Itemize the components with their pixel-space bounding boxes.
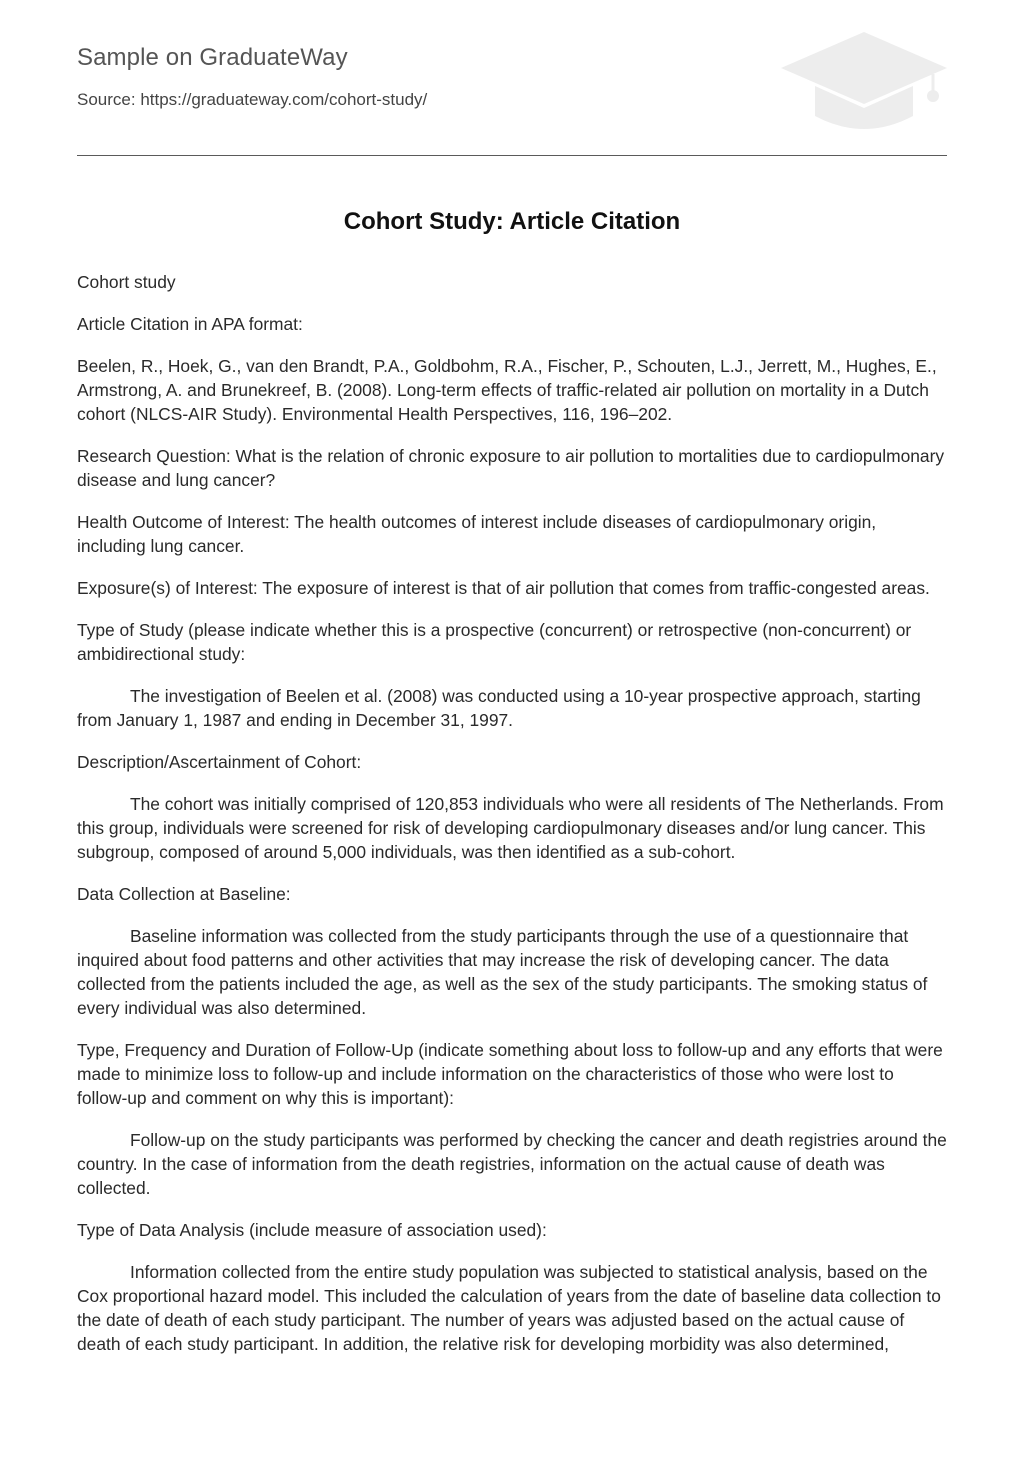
site-brand[interactable]: Sample on GraduateWay [77,44,348,71]
source-link[interactable]: https://graduateway.com/cohort-study/ [140,90,428,109]
page-header [77,0,947,156]
paragraph: Article Citation in APA format: [77,314,303,334]
paragraph: Beelen, R., Hoek, G., van den Brandt, P.A., Goldbohm, R.A., Fischer, P., Schouten, L.J., Jerrett, M., Hughes, E., Armstrong, A. and Brunekreef, B. (2008). Long-term effects of traffic-related air pollution on mortality in a Dutch cohort (NLCS-AIR Study). Environmental Health Perspectives, 116, 196–202. [77,356,937,424]
source-line [77,90,427,110]
article-title: Cohort Study: Article Citation [343,208,681,235]
paragraph: Research Question: What is the relation of chronic exposure to air pollution to mortalities due to cardiopulmonary disease and lung cancer? [77,446,945,490]
paragraph: The cohort was initially comprised of 120,853 individuals who were all residents of The Netherlands. From this group, individuals were screened for risk of developing cardiopulmonary diseases and/or lung cancer. This subgroup, composed of around 5,000 individuals, was then identified as a sub-cohort. [77,794,944,862]
paragraph: Description/Ascertainment of Cohort: [77,752,362,772]
document-page [77,0,947,1374]
paragraph: Type of Data Analysis (include measure of association used): [77,1220,547,1240]
paragraph: Follow-up on the study participants was performed by checking the cancer and death registries around the country. In the case of information from the death registries, information on the actual cause of death was collected. [77,1130,947,1198]
paragraph: The investigation of Beelen et al. (2008) was conducted using a 10-year prospective approach, starting from January 1, 1987 and ending in December 31, 1997. [77,686,921,730]
paragraph: Exposure(s) of Interest: The exposure of interest is that of air pollution that comes from traffic-congested areas. [77,578,930,598]
source-label: Source: [77,90,136,109]
paragraph: Health Outcome of Interest: The health outcomes of interest include diseases of cardiopulmonary origin, including lung cancer. [77,512,877,556]
graduation-cap-icon [781,30,947,134]
article-body [77,270,947,1356]
paragraph: Information collected from the entire study population was subjected to statistical analysis, based on the Cox proportional hazard model. This included the calculation of years from the date of baseline data collection to the date of death of each study participant. The number of years was adjusted based on the actual cause of death of each study participant. In addition, the relative risk for developing morbidity was also determined, [77,1262,941,1354]
paragraph: Cohort study [77,272,176,292]
paragraph: Type, Frequency and Duration of Follow-Up (indicate something about loss to follow-up and any efforts that were made to minimize loss to follow-up and include information on the characteristics of those who were lost to follow-up and comment on why this is important): [77,1040,943,1108]
paragraph: Data Collection at Baseline: [77,884,291,904]
paragraph: Baseline information was collected from the study participants through the use of a questionnaire that inquired about food patterns and other activities that may increase the risk of developing cancer. The data collected from the patients included the age, as well as the sex of the study participants. The smoking status of every individual was also determined. [77,926,928,1018]
paragraph: Type of Study (please indicate whether this is a prospective (concurrent) or retrospective (non-concurrent) or ambidirectional study: [77,620,912,664]
